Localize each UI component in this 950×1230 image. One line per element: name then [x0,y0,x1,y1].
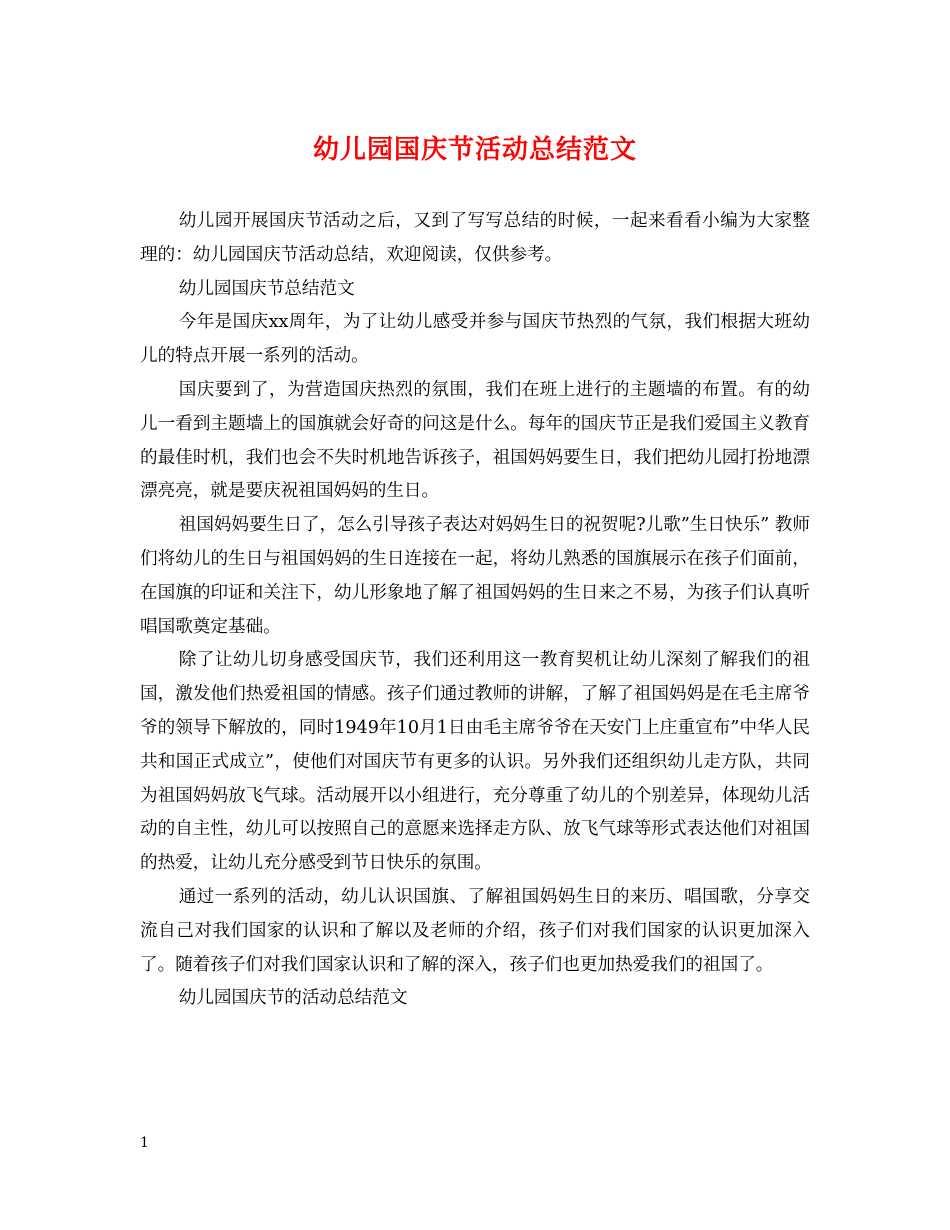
paragraph-anniversary: 今年是国庆xx周年，为了让幼儿感受并参与国庆节热烈的气氛，我们根据大班幼儿的特点开展一系列的活动。 [140,312,810,367]
section-heading-1: 幼儿园国庆节总结范文 [178,278,355,299]
document-body [140,205,810,1016]
paragraph-intro: 幼儿园开展国庆节活动之后，又到了写写总结的时候，一起来看看小编为大家整理的：幼儿园国庆节活动总结，欢迎阅读，仅供参考。 [140,211,810,265]
page-number: 1 [140,1135,149,1151]
paragraph-theme-wall: 国庆要到了，为营造国庆热烈的氛围，我们在班上进行的主题墙的布置。有的幼儿一看到主题墙上的国旗就会好奇的问这是什么。每年的国庆节正是我们爱国主义教育的最佳时机，我们也会不失时机地告诉孩子，祖国妈妈要生日，我们把幼儿园打扮地漂漂亮亮，就是要庆祝祖国妈妈的生日。 [140,379,810,502]
page-title: 幼儿园国庆节活动总结范文 [312,135,637,165]
section-heading-2: 幼儿园国庆节的活动总结范文 [178,988,408,1009]
paragraph-birthday-song: 祖国妈妈要生日了，怎么引导孩子表达对妈妈生日的祝贺呢?儿歌”生日快乐” 教师们将幼儿的生日与祖国妈妈的生日连接在一起，将幼儿熟悉的国旗展示在孩子们面前，在国旗的印证和关注下，幼儿形象地了解了祖国妈妈的生日来之不易，为孩子们认真听唱国歌奠定基础。 [140,515,810,637]
paragraph-summary: 通过一系列的活动，幼儿认识国旗、了解祖国妈妈生日的来历、唱国歌，分享交流自己对我们国家的认识和了解以及老师的介绍，孩子们对我们国家的认识更加深入了。随着孩子们对我们国家认识和了解的深入，孩子们也更加热爱我们的祖国了。 [140,886,810,975]
paragraph-history: 除了让幼儿切身感受国庆节，我们还利用这一教育契机让幼儿深刻了解我们的祖国，激发他们热爱祖国的情感。孩子们通过教师的讲解，了解了祖国妈妈是在毛主席爷爷的领导下解放的，同时1949年10月1日由毛主席爷爷在天安门上庄重宣布”中华人民共和国正式成立”，使他们对国庆节有更多的认识。另外我们还组织幼儿走方队，共同为祖国妈妈放飞气球。活动展开以小组进行，充分尊重了幼儿的个别差异，体现幼儿活动的自主性，幼儿可以按照自己的意愿来选择走方队、放飞气球等形式表达他们对祖国的热爱，让幼儿充分感受到节日快乐的氛围。 [140,650,810,874]
